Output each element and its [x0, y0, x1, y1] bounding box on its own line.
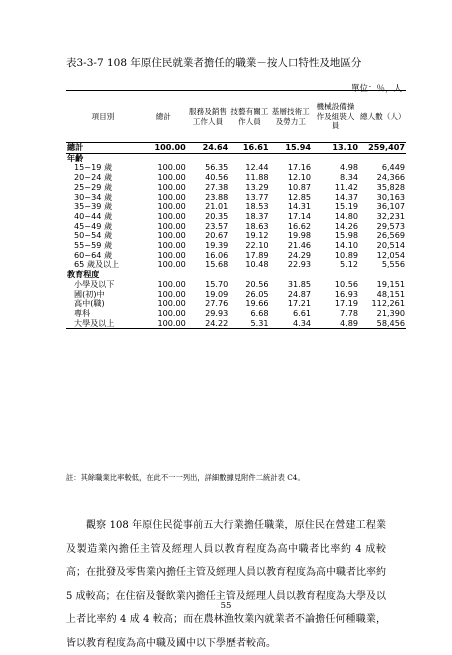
table-cell: 112,261 [371, 298, 405, 309]
table-cell: 100.00 [157, 249, 186, 260]
table-note: 註：其餘職業比率較低，在此不一一列出，詳細數據見附件二統計表 C4。 [66, 473, 305, 482]
row-label: 專科 [74, 307, 91, 318]
table-cell: 7.78 [339, 307, 358, 318]
table-cell: 56.35 [205, 162, 229, 173]
row-label: 年齡 [67, 152, 84, 163]
header-total: 總計 [155, 111, 171, 121]
row-label: 大學及以上 [66, 319, 140, 329]
row-label: 15~19 歲 [74, 162, 113, 173]
table-cell: 12,054 [376, 249, 405, 260]
page-number: 55 [220, 601, 232, 611]
table-cell: 4.34 [270, 319, 313, 329]
table-cell: 16.06 [205, 249, 229, 260]
table-cell: 17.16 [287, 162, 312, 173]
table-cell: 10.56 [334, 278, 358, 289]
table-cell: 5.12 [339, 259, 358, 270]
table-cell: 4.98 [339, 162, 358, 173]
table-title: 表3-3-7 108 年原住民就業者擔任的職業－按人口特性及地區分 [66, 57, 362, 69]
table-cell: 12.85 [287, 191, 312, 202]
table-cell: 20,514 [376, 240, 405, 251]
table-cell: 10.89 [334, 249, 358, 260]
table-row [66, 319, 406, 329]
table-cell: 15.19 [334, 201, 358, 212]
table-cell: 17.14 [287, 210, 312, 221]
table-cell: 11.88 [245, 172, 269, 183]
table-cell: 14.37 [334, 191, 358, 202]
occupation-table [66, 90, 406, 329]
table-row [66, 260, 406, 270]
row-label: 50~54 歲 [74, 230, 113, 241]
row-label: 40~44 歲 [74, 210, 113, 221]
table-cell: 100.00 [157, 220, 186, 231]
table-cell: 24.22 [187, 319, 230, 329]
table-header-row [66, 91, 406, 143]
table-cell: 14.26 [334, 220, 358, 231]
table-cell: 17.89 [245, 249, 269, 260]
table-cell: 12.10 [287, 172, 312, 183]
table-cell: 100.00 [157, 210, 186, 221]
header-category: 項目別 [91, 111, 115, 121]
table-cell: 5.31 [229, 319, 269, 329]
table-cell: 15.94 [270, 143, 313, 154]
table-body [66, 143, 406, 329]
table-cell: 27.38 [205, 181, 229, 192]
table-cell: 100.00 [157, 181, 186, 192]
table-cell: 26.05 [245, 288, 269, 299]
table-cell: 100.00 [157, 230, 186, 241]
table-cell: 14.80 [334, 210, 358, 221]
row-label: 45~49 歲 [74, 220, 113, 231]
row-label: 65 歲及以上 [74, 259, 120, 270]
table-cell: 100.00 [157, 162, 186, 173]
table-cell: 19,151 [376, 278, 405, 289]
table-cell: 23.88 [205, 191, 229, 202]
table-cell: 100.00 [157, 172, 186, 183]
table-cell: 10.87 [287, 181, 312, 192]
table-cell: 21,390 [376, 307, 405, 318]
table-cell: 100.00 [157, 278, 186, 289]
table-cell: 35,828 [376, 181, 405, 192]
table-cell: 10.48 [245, 259, 269, 270]
table-cell: 100.00 [140, 143, 187, 154]
table-cell: 26,569 [376, 230, 405, 241]
row-label: 國(初)中 [74, 288, 105, 299]
table-cell: 100.00 [157, 298, 186, 309]
table-cell: 31.85 [287, 278, 312, 289]
row-label: 25~29 歲 [74, 181, 113, 192]
table-cell: 13.29 [245, 181, 269, 192]
table-cell: 40.56 [205, 172, 229, 183]
table-cell: 24.64 [187, 143, 230, 154]
table-cell: 20.56 [245, 278, 269, 289]
header-service: 服務及銷售工作人員 [189, 107, 228, 126]
table-cell: 24.29 [287, 249, 312, 260]
table-cell: 100.00 [157, 240, 186, 251]
table-cell: 100.00 [140, 319, 187, 329]
table-cell: 24,366 [376, 172, 405, 183]
table-cell: 8.34 [339, 172, 358, 183]
table-cell: 6.68 [250, 307, 269, 318]
row-label: 55~59 歲 [74, 240, 113, 251]
header-technician: 技藝有關工作人員 [230, 107, 269, 126]
row-label: 小學及以下 [74, 278, 115, 289]
header-elementary: 基層技術工及勞力工 [271, 107, 310, 126]
table-cell: 19.98 [287, 230, 312, 241]
table-cell: 100.00 [157, 307, 186, 318]
row-label: 總計 [66, 143, 140, 154]
table-cell: 4.89 [312, 319, 359, 329]
table-cell: 58,456 [359, 319, 406, 329]
table-cell: 13.77 [245, 191, 269, 202]
table-cell: 100.00 [157, 288, 186, 299]
table-cell: 21.46 [287, 240, 312, 251]
table-cell: 11.42 [334, 181, 358, 192]
table-cell: 36,107 [376, 201, 405, 212]
table-cell: 29.93 [205, 307, 229, 318]
table-cell: 19.66 [245, 298, 269, 309]
row-label: 35~39 歲 [74, 201, 113, 212]
table-cell: 14.10 [334, 240, 358, 251]
table-cell: 15.70 [205, 278, 229, 289]
table-cell: 12.44 [245, 162, 269, 173]
table-cell: 17.19 [334, 298, 358, 309]
table-cell: 48,151 [376, 288, 405, 299]
header-persons: 總人數（人） [360, 111, 406, 121]
table-cell: 15.98 [334, 230, 358, 241]
table-cell: 20.67 [205, 230, 229, 241]
table-cell: 21.01 [205, 201, 229, 212]
table-cell: 16.93 [334, 288, 358, 299]
table-cell: 13.10 [312, 143, 359, 154]
table-cell: 259,407 [359, 143, 406, 154]
table-cell: 22.10 [245, 240, 269, 251]
table-cell: 100.00 [157, 201, 186, 212]
row-label: 高中(職) [74, 298, 105, 309]
table-cell: 19.39 [205, 240, 229, 251]
table-cell: 16.61 [229, 143, 269, 154]
table-cell: 30,163 [376, 191, 405, 202]
table-cell: 23.57 [205, 220, 229, 231]
row-label: 教育程度 [67, 269, 100, 280]
table-cell: 32,231 [376, 210, 405, 221]
table-cell: 18.63 [245, 220, 269, 231]
row-label: 30~34 歲 [74, 191, 113, 202]
table-cell: 14.31 [287, 201, 312, 212]
table-cell: 15.68 [205, 259, 229, 270]
row-label: 60~64 歲 [74, 249, 113, 260]
header-machine: 機械設備操作及組裝人員 [316, 102, 355, 131]
table-cell: 100.00 [157, 259, 186, 270]
table-cell: 29,573 [376, 220, 405, 231]
table-cell: 27.76 [205, 298, 229, 309]
table-cell: 18.37 [245, 210, 269, 221]
table-cell: 16.62 [287, 220, 312, 231]
table-cell: 18.53 [245, 201, 269, 212]
table-cell: 22.93 [287, 259, 312, 270]
table-cell: 19.09 [205, 288, 229, 299]
table-row [66, 143, 406, 154]
table-cell: 6,449 [381, 162, 405, 173]
row-label: 20~24 歲 [74, 172, 113, 183]
table-cell: 17.21 [287, 298, 312, 309]
unit-label: 單位：％，人 [350, 84, 402, 94]
table-cell: 100.00 [157, 191, 186, 202]
table-cell: 5,556 [381, 259, 405, 270]
table-cell: 19.12 [245, 230, 269, 241]
table-cell: 6.61 [293, 307, 312, 318]
table-cell: 24.87 [287, 288, 312, 299]
table-cell: 20.35 [205, 210, 229, 221]
body-paragraph: 觀察 108 年原住民從事前五大行業擔任職業，原住民在營建工程業及製造業內擔任主管及經理人員以教育程度為高中職者比率約 4 成較高；在批發及零售業內擔任主管及經理人員以教育程度為高中職者比率約 5 成較高；在住宿及餐飲業內擔任主管及經理人員以教育程度為大學及以上者比率約 4 成 4 較高；而在農林漁牧業內就業者不論擔任何種職業，皆以教育程度為高中職及國中以下學歷者較高。 [66, 520, 386, 649]
